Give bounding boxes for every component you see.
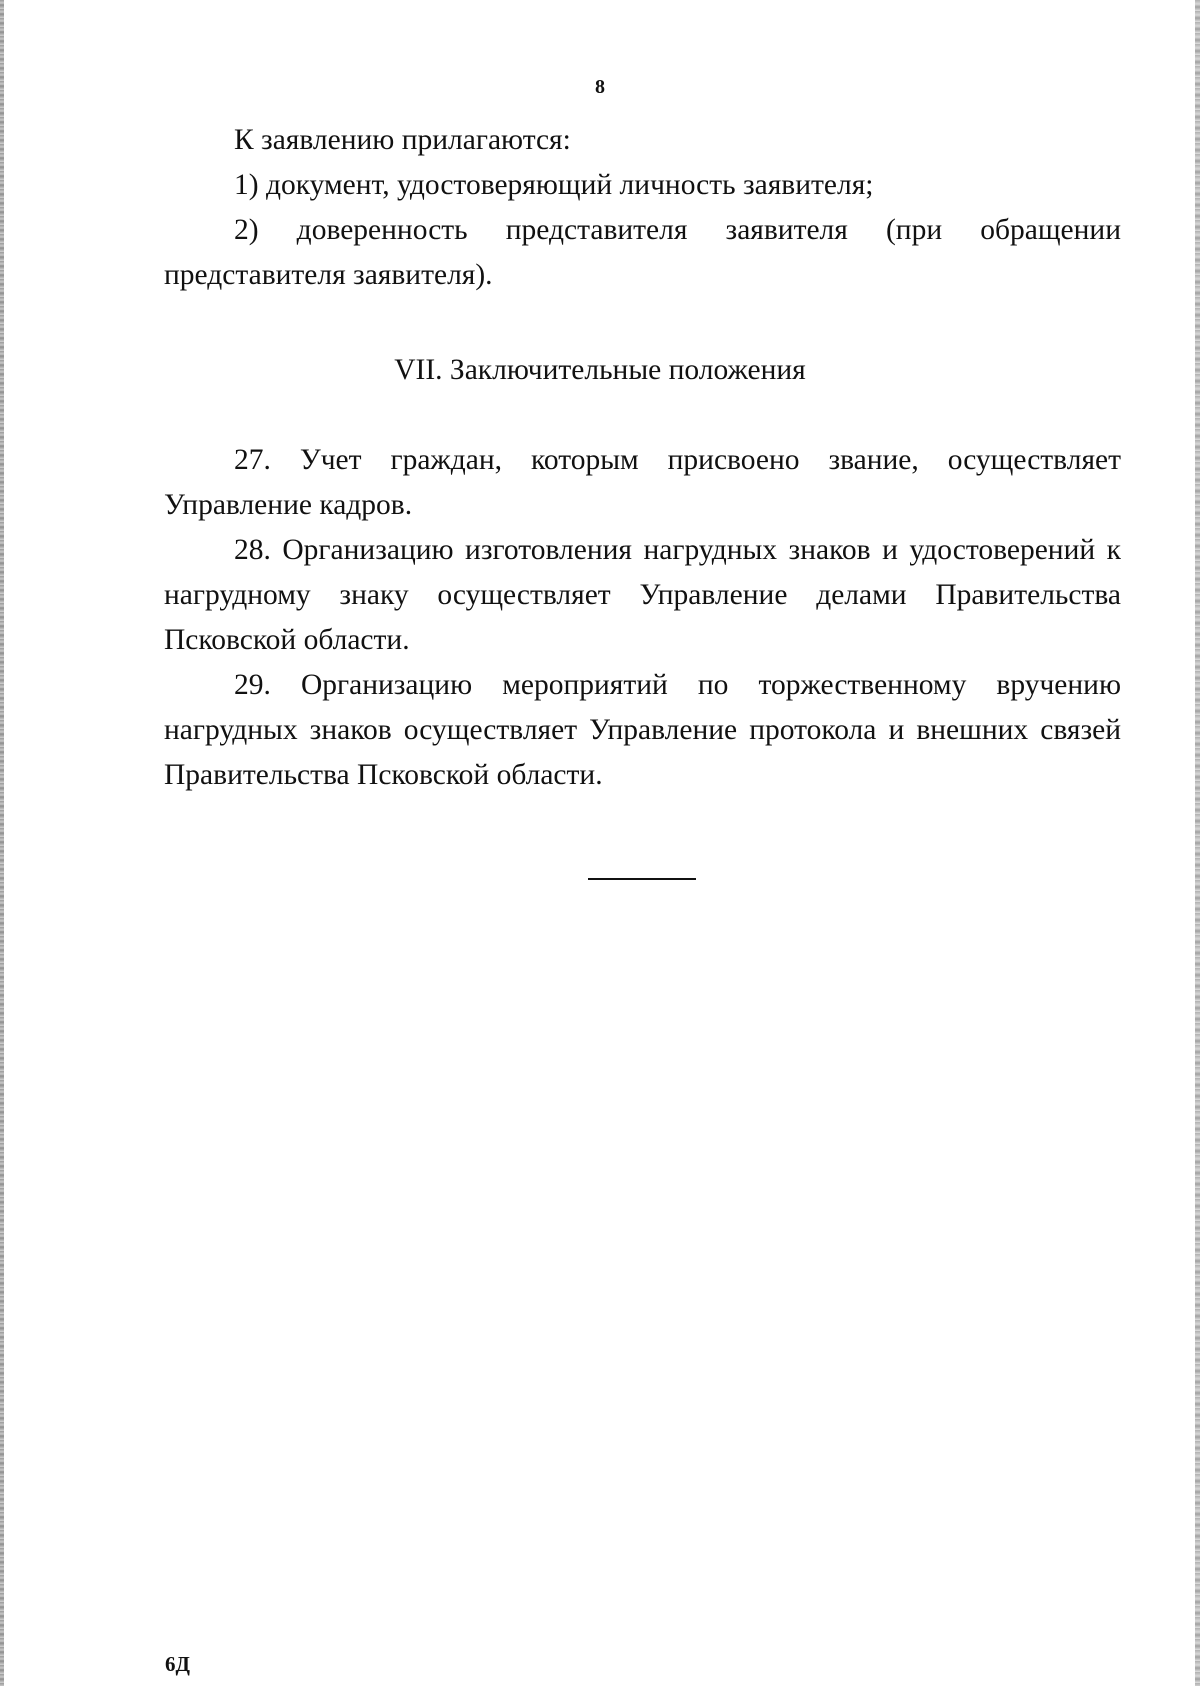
attachment-item-1: 1) документ, удостоверяющий личность заявителя; bbox=[234, 169, 874, 201]
footer-code: 6Д bbox=[165, 1652, 190, 1676]
attachments-intro: К заявлению прилагаются: bbox=[234, 124, 571, 156]
page-number: 8 bbox=[595, 76, 605, 98]
scan-edge-left bbox=[0, 0, 4, 1686]
attachments-block bbox=[164, 118, 1121, 298]
clause-27: 27. Учет граждан, которым присвоено звание, осуществляет Управление кадров. bbox=[164, 444, 1121, 521]
closing-rule bbox=[588, 878, 696, 880]
clauses-block bbox=[164, 438, 1121, 798]
clause-29: 29. Организацию мероприятий по торжественному вручению нагрудных знаков осуществляет Управление протокола и внешних связей Правительства Псковской области. bbox=[164, 669, 1121, 791]
attachment-item-2: 2) доверенность представителя заявителя (при обращении представителя заявителя). bbox=[164, 214, 1121, 291]
section-heading: VII. Заключительные положения bbox=[394, 354, 806, 386]
scan-edge-right bbox=[1195, 0, 1200, 1686]
clause-28: 28. Организацию изготовления нагрудных знаков и удостоверений к нагрудному знаку осуществляет Управление делами Правительства Псковской области. bbox=[164, 534, 1121, 656]
